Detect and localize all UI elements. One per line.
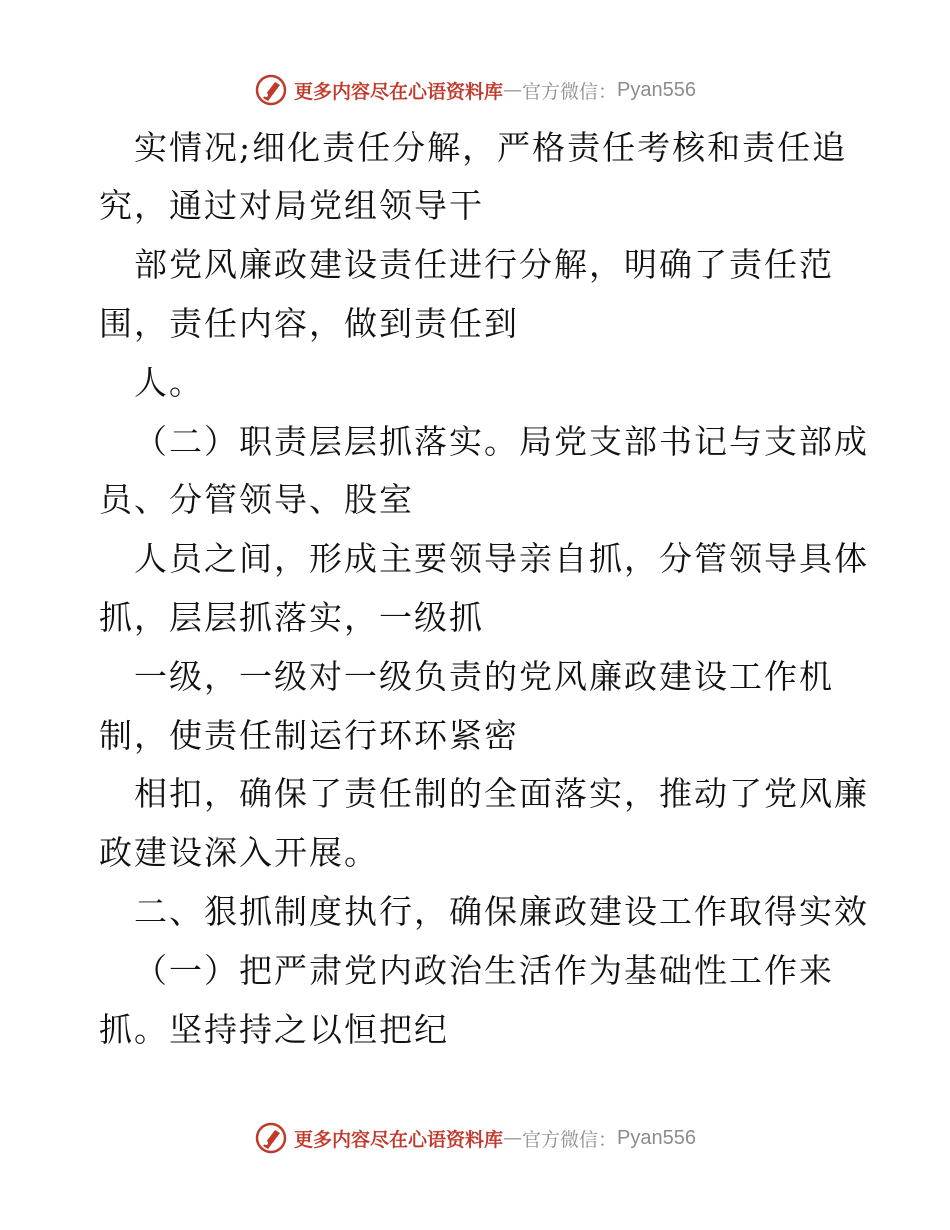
body-line: 政建设深入开展。: [99, 833, 379, 872]
body-line: 人。: [134, 363, 204, 402]
body-line: 围，责任内容，做到责任到: [99, 304, 519, 343]
watermark-wechat-label: 官方微信：: [522, 1128, 618, 1151]
body-line: 究，通过对局党组领导干: [99, 186, 484, 225]
body-line: 制，使责任制运行环环紧密: [99, 716, 519, 755]
body-line: 实情况;细化责任分解，严格责任考核和责任追: [134, 128, 848, 167]
body-line: 抓。坚持持之以恒把纪: [99, 1010, 449, 1049]
pen-nib-logo-icon: [254, 73, 288, 107]
watermark-site-text: 更多内容尽在心语资料库: [294, 1128, 504, 1151]
body-line: （二）职责层层抓落实。局党支部书记与支部成: [134, 422, 869, 461]
body-line: 一级，一级对一级负责的党风廉政建设工作机: [134, 657, 834, 696]
watermark-wechat-id: Pyan556: [617, 1126, 696, 1149]
body-line: 抓，层层抓落实，一级抓: [99, 598, 484, 637]
watermark-site-text: 更多内容尽在心语资料库: [294, 80, 504, 103]
watermark-wechat-label: 官方微信：: [522, 80, 618, 103]
body-line: 员、分管领导、股室: [99, 480, 414, 519]
body-line: 人员之间，形成主要领导亲自抓，分管领导具体: [134, 539, 869, 578]
pen-nib-logo-icon: [254, 1121, 288, 1155]
body-line: 二、狠抓制度执行，确保廉政建设工作取得实效: [134, 892, 869, 931]
header-watermark: [0, 70, 950, 110]
body-line: 相扣，确保了责任制的全面落实，推动了党风廉: [134, 774, 869, 813]
watermark-separator: —: [503, 1127, 523, 1149]
body-line: （一）把严肃党内政治生活作为基础性工作来: [134, 951, 834, 990]
body-line: 部党风廉政建设责任进行分解，明确了责任范: [134, 245, 834, 284]
watermark-separator: —: [503, 79, 523, 101]
watermark-wechat-id: Pyan556: [617, 78, 696, 101]
footer-watermark: [0, 1118, 950, 1158]
